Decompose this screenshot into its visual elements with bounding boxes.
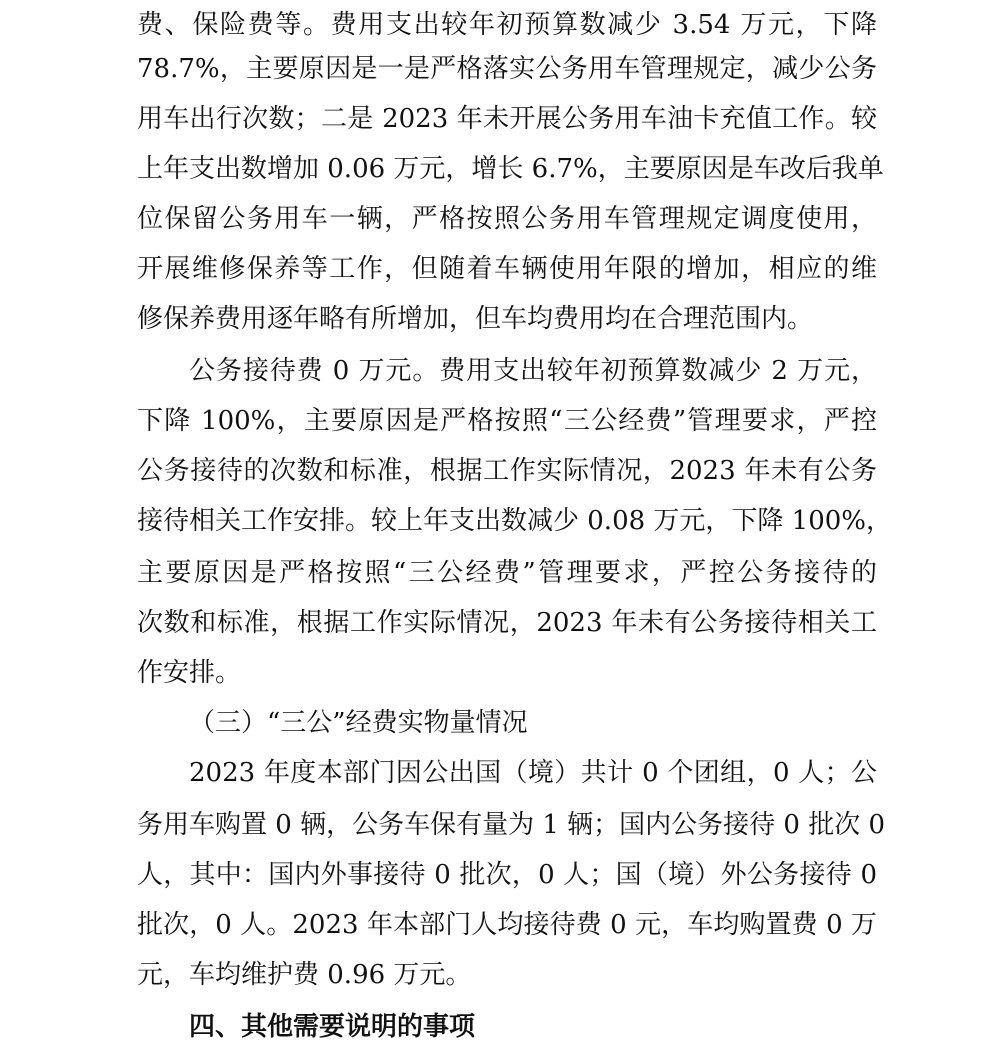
text-line: 次数和标准，根据工作实际情况，2023 年未有公务接待相关工	[137, 608, 877, 638]
text-line: 公务接待费 0 万元。费用支出较年初预算数减少 2 万元，	[189, 356, 877, 386]
text-line: 下降 100%，主要原因是严格按照“三公经费”管理要求，严控	[137, 406, 877, 436]
text-line: 主要原因是严格按照“三公经费”管理要求，严控公务接待的	[137, 558, 877, 588]
text-line: 2023 年度本部门因公出国（境）共计 0 个团组，0 人；公	[189, 758, 877, 788]
text-line: 修保养费用逐年略有所增加，但车均费用均在合理范围内。	[137, 304, 814, 334]
text-line: 批次，0 人。2023 年本部门人均接待费 0 元，车均购置费 0 万	[137, 910, 877, 940]
text-line: 用车出行次数；二是 2023 年未开展公务用车油卡充值工作。较	[137, 104, 877, 134]
text-line: 接待相关工作安排。较上年支出数减少 0.08 万元，下降 100%，	[137, 506, 893, 536]
text-line: 务用车购置 0 辆，公务车保有量为 1 辆；国内公务接待 0 批次 0	[137, 810, 886, 840]
text-line: 公务接待的次数和标准，根据工作实际情况，2023 年未有公务	[137, 456, 877, 486]
text-line: 位保留公务用车一辆，严格按照公务用车管理规定调度使用，	[137, 204, 877, 234]
text-line: 人，其中：国内外事接待 0 批次，0 人；国（境）外公务接待 0	[137, 860, 877, 890]
text-line: 作安排。	[137, 658, 242, 688]
text-line: 78.7%，主要原因是一是严格落实公务用车管理规定，减少公务	[137, 54, 877, 84]
text-line: 费、保险费等。费用支出较年初预算数减少 3.54 万元，下降	[137, 10, 877, 40]
text-line: 上年支出数增加 0.06 万元，增长 6.7%，主要原因是车改后我单	[137, 154, 884, 184]
section-heading-four: 四、其他需要说明的事项	[189, 1012, 476, 1042]
text-line: 开展维修保养等工作，但随着车辆使用年限的增加，相应的维	[137, 254, 877, 284]
section-heading-three: （三）“三公”经费实物量情况	[189, 708, 528, 738]
text-line: 元，车均维护费 0.96 万元。	[137, 960, 472, 990]
